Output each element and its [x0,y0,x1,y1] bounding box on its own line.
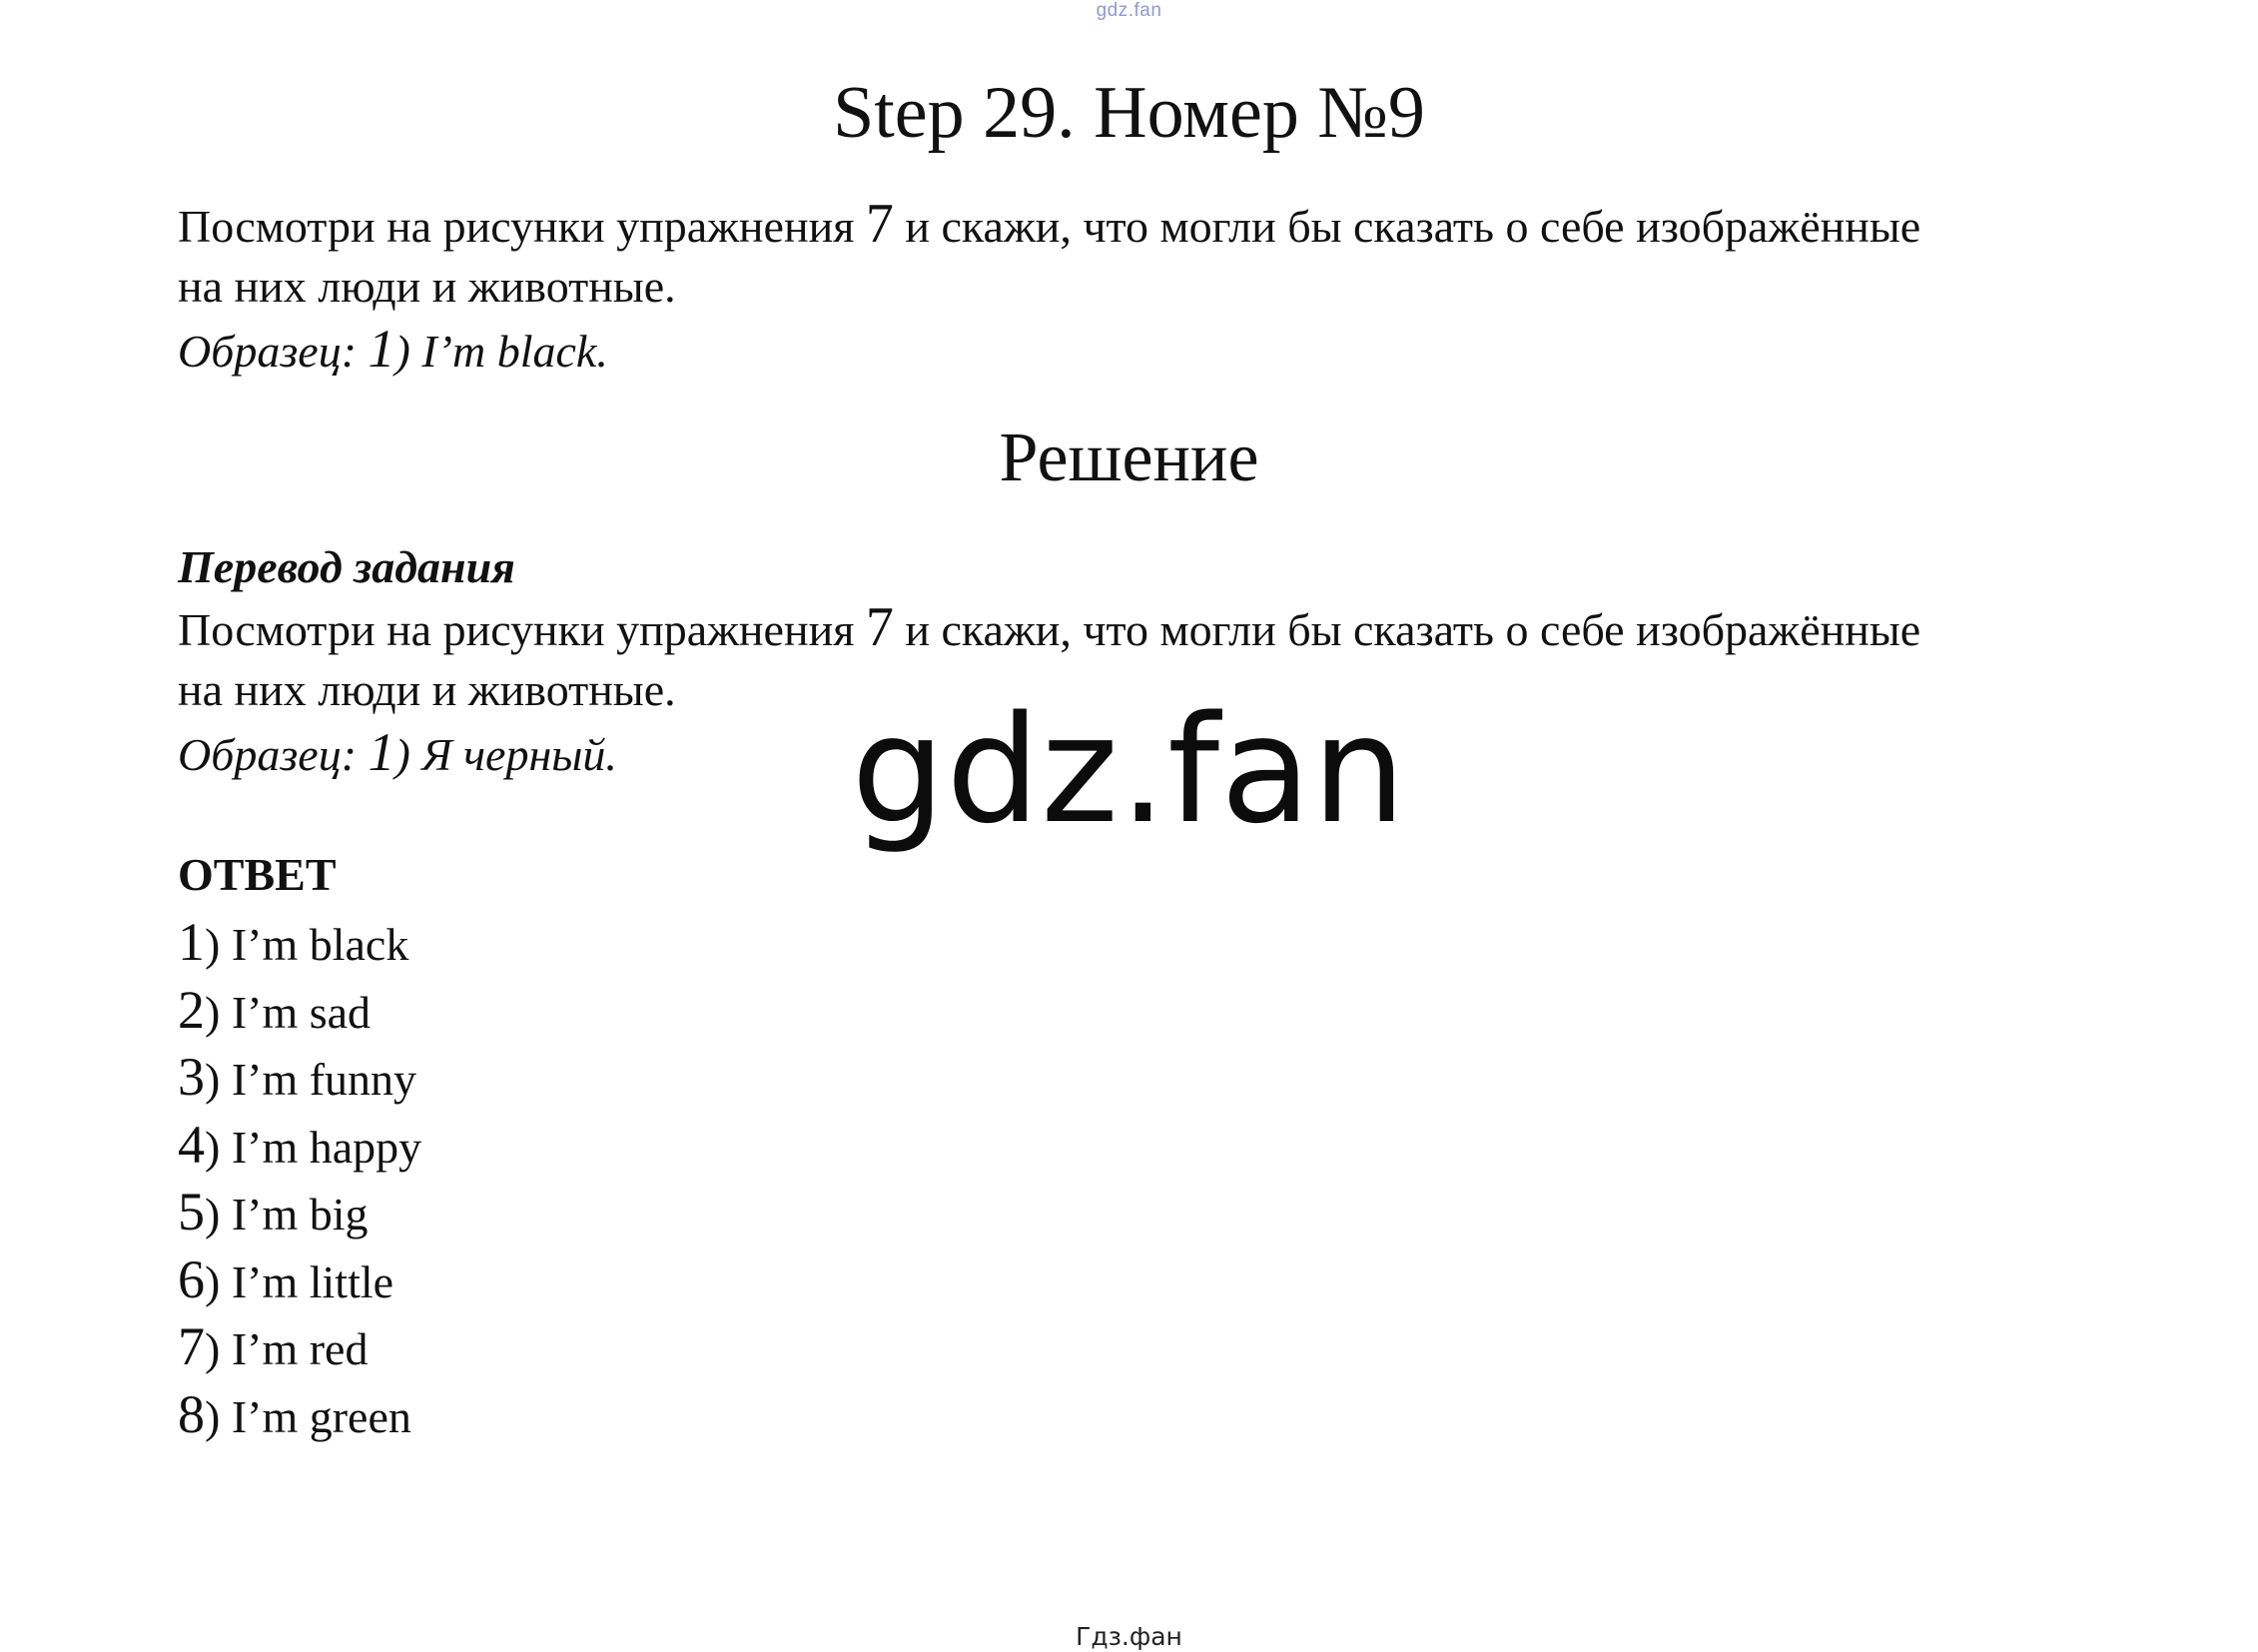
task-text-line1 [178,194,2135,257]
site-watermark-top: gdz.fan [1096,0,1162,21]
answer-item-number: 5 [178,1182,205,1241]
task-text-start: Посмотри на рисунки упражнения [178,201,866,252]
translation-heading: Перевод задания [178,541,515,592]
answer-item-text: ) I’m sad [205,986,372,1038]
answer-item-number: 4 [178,1114,205,1175]
answer-item-text: ) I’m red [205,1323,369,1374]
answer-item-text: ) I’m happy [205,1121,422,1173]
task-sample-number: 1 [368,319,395,379]
translation-exercise-number: 7 [865,596,894,658]
page-title: Step 29. Номер №9 [833,72,1425,154]
answer-item-number: 6 [178,1248,205,1309]
task-text-end: и скажи, что могли бы сказать о себе изображённые [893,201,1921,252]
translation-sample-prefix: Образец: [178,729,369,780]
solution-title: Решение [999,419,1259,496]
answer-item-text: ) I’m black [205,919,409,970]
answer-item-number: 1 [178,912,205,972]
answer-item-text: ) I’m funny [205,1054,417,1105]
task-exercise-number: 7 [865,193,894,255]
answer-item-number: 2 [178,979,205,1040]
task-sample-text: ) I’m black. [394,326,608,377]
task-section [178,194,2135,384]
task-sample-prefix: Образец: [178,326,369,377]
answer-section [178,845,1077,1448]
translation-text-start: Посмотри на рисунки упражнения [178,604,866,655]
translation-text-line1 [178,597,2135,660]
answer-item [178,1112,1077,1180]
answer-item [178,1381,1077,1449]
answer-item [178,909,1077,977]
answer-item-number: 7 [178,1316,205,1376]
answer-item [178,1044,1077,1112]
translation-sample-text: ) Я черный. [394,729,617,780]
answer-item [178,977,1077,1045]
center-watermark: gdz.fan [851,684,1407,856]
translation-text-line2: на них люди и животные. [178,664,676,715]
answer-item-text: ) I’m green [205,1390,411,1442]
answer-item-number: 3 [178,1047,205,1107]
answer-item [178,1246,1077,1314]
answer-item [178,1313,1077,1381]
answer-item-text: ) I’m little [205,1255,394,1307]
answer-list [178,909,1077,1448]
answer-item-number: 8 [178,1383,205,1444]
translation-text-end: и скажи, что могли бы сказать о себе изображённые [893,604,1921,655]
task-text-line2: на них люди и животные. [178,261,676,312]
answer-item-text: ) I’m big [205,1189,369,1239]
answer-heading: ОТВЕТ [178,849,337,900]
site-watermark-footer: Гдз.фан [1076,1622,1182,1651]
answer-item [178,1179,1077,1246]
task-sample [178,317,2135,384]
translation-sample-number: 1 [368,722,395,782]
